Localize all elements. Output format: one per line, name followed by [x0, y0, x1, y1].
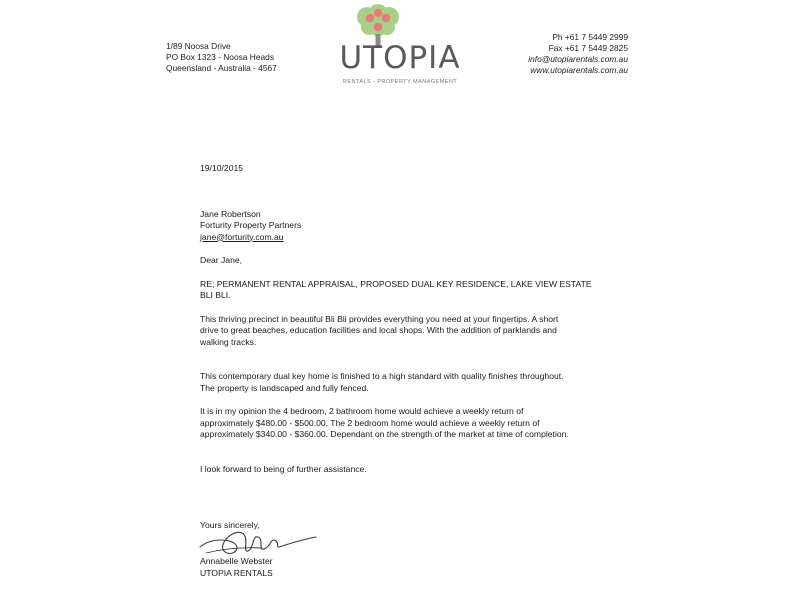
recipient-email-link[interactable]: jane@forturity.com.au — [200, 231, 284, 242]
salutation: Dear Jane, — [200, 255, 243, 265]
closing-line: I look forward to being of further assistance. — [200, 463, 367, 474]
utopia-logo — [338, 4, 462, 88]
phone-number: Ph +61 7 5449 2999 — [552, 32, 628, 42]
address-line: 1/89 Noosa Drive — [166, 41, 231, 51]
paragraph-line: It is in my opinion the 4 bedroom, 2 bathroom home would achieve a weekly return of — [200, 406, 524, 416]
logo-wordmark: UTOPIA — [339, 40, 461, 76]
company-contact — [528, 32, 628, 76]
paragraph-line: The property is landscaped and fully fenced. — [200, 382, 369, 393]
paragraph-line: approximately $340.00 - $360.00. Dependant on the strength of the market at time of completion. — [200, 429, 569, 439]
company-website: www.utopiarentals.com.au — [530, 65, 628, 75]
recipient-name: Jane Robertson — [200, 208, 261, 219]
recipient-company: Forturity Property Partners — [200, 220, 302, 230]
paragraph-line: drive to great beaches, education facilities and local shops. With the addition of parklands and — [200, 325, 557, 335]
fax-number: Fax +61 7 5449 2825 — [548, 43, 628, 53]
paragraph-line: This contemporary dual key home is finished to a high standard with quality finishes throughout. — [200, 371, 564, 381]
logo-tagline: RENTALS - PROPERTY MANAGEMENT — [342, 79, 458, 85]
company-address — [166, 41, 277, 74]
address-line: Queensland - Australia - 4567 — [166, 63, 277, 73]
paragraph-line: approximately $480.00 - $500.00. The 2 bedroom home would achieve a weekly return of — [200, 417, 540, 428]
contact-email: info@utopiarentals.com.au — [528, 54, 628, 64]
valediction: Yours sincerely, — [200, 520, 260, 530]
signer-company: UTOPIA RENTALS — [200, 567, 273, 578]
paragraph-line: This thriving precinct in beautiful Bli Bli provides everything you need at your fingertips. A short — [200, 313, 559, 324]
paragraph-line: walking tracks. — [200, 336, 257, 347]
signer-name: Annabelle Webster — [200, 556, 273, 566]
address-line: PO Box 1323 - Noosa Heads — [166, 52, 275, 62]
subject-line: RE; PERMANENT RENTAL APPRAISAL, PROPOSED DUAL KEY RESIDENCE, LAKE VIEW ESTATE — [200, 278, 592, 289]
signer-block — [200, 556, 273, 579]
subject-line: BLI BLI. — [200, 290, 231, 300]
letter-date: 19/10/2015 — [200, 163, 244, 173]
letter-body — [200, 163, 620, 475]
